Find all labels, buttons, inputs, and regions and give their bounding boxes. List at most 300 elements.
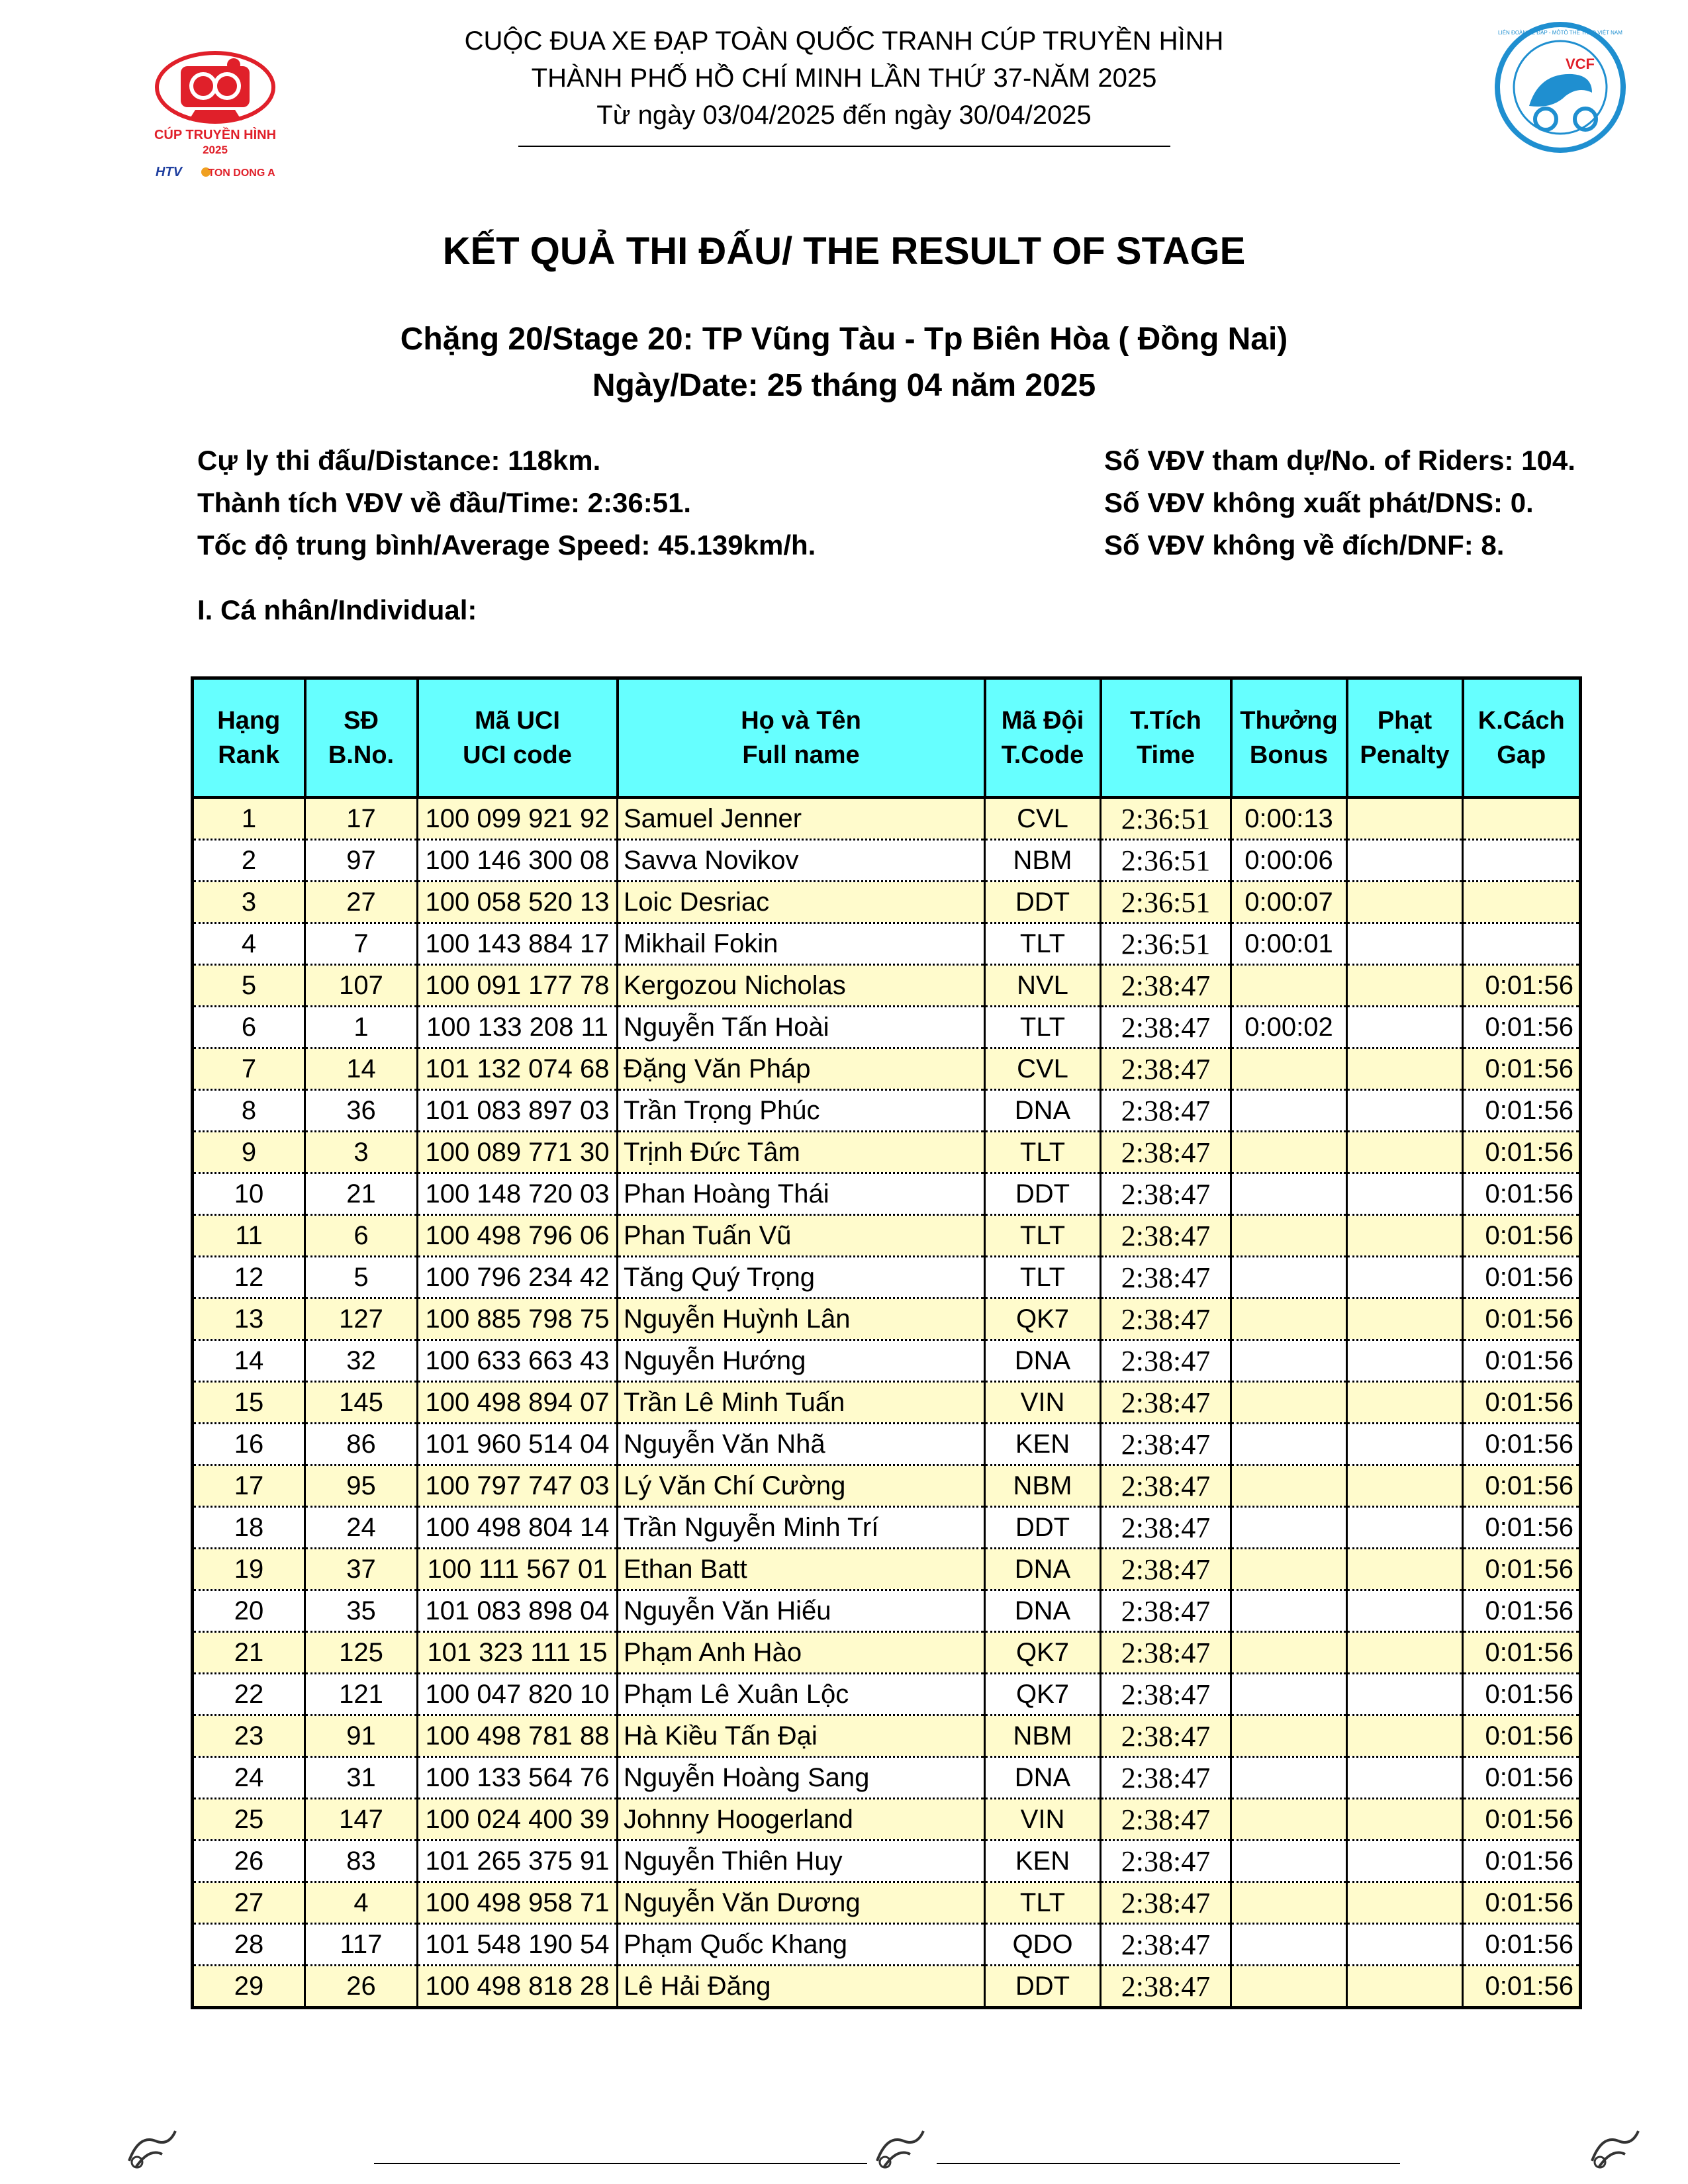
cell-bonus <box>1231 1507 1347 1549</box>
cell-bib: 1 <box>305 1007 418 1048</box>
cell-rank: 8 <box>193 1090 305 1132</box>
cell-full-name: Tăng Quý Trọng <box>618 1257 985 1298</box>
column-header-line: Rank <box>218 741 280 769</box>
column-header-line: Bonus <box>1249 741 1329 769</box>
column-header-line: Penalty <box>1360 741 1450 769</box>
footer-rule-left <box>374 2163 867 2164</box>
cell-team-code: QDO <box>985 1924 1101 1966</box>
cell-time: 2:36:51 <box>1101 882 1231 923</box>
cell-uci-code: 100 796 234 42 <box>418 1257 618 1298</box>
cell-full-name: Phạm Anh Hào <box>618 1632 985 1674</box>
table-row <box>193 1966 1581 2008</box>
column-header-line: Gap <box>1497 741 1546 769</box>
section-heading: I. Cá nhân/Individual: <box>197 594 477 625</box>
cell-time: 2:38:47 <box>1101 1340 1231 1382</box>
table-row <box>193 1715 1581 1757</box>
table-row <box>193 965 1581 1007</box>
cell-bib: 125 <box>305 1632 418 1674</box>
cell-team-code: TLT <box>985 1132 1101 1173</box>
cell-time: 2:38:47 <box>1101 1924 1231 1966</box>
table-row <box>193 1132 1581 1173</box>
cell-gap: 0:01:56 <box>1463 1257 1581 1298</box>
riders-count-text: Số VĐV tham dự/No. of Riders: 104. <box>1104 445 1575 476</box>
cell-full-name: Hà Kiều Tấn Đại <box>618 1715 985 1757</box>
cell-time: 2:38:47 <box>1101 1674 1231 1715</box>
cell-rank: 26 <box>193 1841 305 1882</box>
column-header-line: T.Tích <box>1130 707 1201 735</box>
table-row <box>193 1173 1581 1215</box>
cell-time: 2:38:47 <box>1101 1298 1231 1340</box>
cell-penalty <box>1347 840 1463 882</box>
cell-bib: 127 <box>305 1298 418 1340</box>
cell-gap: 0:01:56 <box>1463 1382 1581 1424</box>
cell-uci-code: 101 323 111 15 <box>418 1632 618 1674</box>
cell-penalty <box>1347 1966 1463 2008</box>
table-row <box>193 1757 1581 1799</box>
cell-uci-code: 100 089 771 30 <box>418 1132 618 1173</box>
table-row <box>193 1549 1581 1590</box>
cell-rank: 7 <box>193 1048 305 1090</box>
stage-route: Chặng 20/Stage 20: TP Vũng Tàu - Tp Biên Hòa ( Đồng Nai) <box>400 322 1288 357</box>
cell-uci-code: 100 633 663 43 <box>418 1340 618 1382</box>
cell-time: 2:38:47 <box>1101 1257 1231 1298</box>
cell-gap: 0:01:56 <box>1463 1715 1581 1757</box>
cell-penalty <box>1347 1590 1463 1632</box>
cell-bib: 4 <box>305 1882 418 1924</box>
column-header-team-code <box>985 678 1101 798</box>
cell-bonus: 0:00:07 <box>1231 882 1347 923</box>
cell-uci-code: 100 133 564 76 <box>418 1757 618 1799</box>
cell-bonus <box>1231 1799 1347 1841</box>
cell-penalty <box>1347 1382 1463 1424</box>
results-table <box>191 676 1582 2009</box>
cell-gap: 0:01:56 <box>1463 1882 1581 1924</box>
table-header-row <box>193 678 1581 798</box>
cell-gap: 0:01:56 <box>1463 1966 1581 2008</box>
race-stats-left <box>197 439 816 567</box>
cell-bonus <box>1231 1882 1347 1924</box>
cell-uci-code: 100 143 884 17 <box>418 923 618 965</box>
cell-uci-code: 101 960 514 04 <box>418 1424 618 1465</box>
logo-text-cup: CÚP TRUYỀN HÌNH <box>154 128 277 142</box>
table-row <box>193 1298 1581 1340</box>
cell-rank: 27 <box>193 1882 305 1924</box>
table-row <box>193 1048 1581 1090</box>
header-rule <box>518 146 1170 147</box>
cell-uci-code: 100 498 958 71 <box>418 1882 618 1924</box>
cell-uci-code: 100 146 300 08 <box>418 840 618 882</box>
cell-uci-code: 100 047 820 10 <box>418 1674 618 1715</box>
cell-bonus <box>1231 1549 1347 1590</box>
dnf-count-text: Số VĐV không về đích/DNF: 8. <box>1104 529 1505 561</box>
cell-bib: 6 <box>305 1215 418 1257</box>
header-line-2: THÀNH PHỐ HỒ CHÍ MINH LẦN THỨ 37-NĂM 2025 <box>531 64 1157 93</box>
cell-uci-code: 101 083 897 03 <box>418 1090 618 1132</box>
cell-rank: 22 <box>193 1674 305 1715</box>
cell-rank: 17 <box>193 1465 305 1507</box>
cell-rank: 12 <box>193 1257 305 1298</box>
table-row <box>193 1799 1581 1841</box>
cell-team-code: DNA <box>985 1757 1101 1799</box>
cell-bonus <box>1231 1715 1347 1757</box>
cell-bonus <box>1231 1590 1347 1632</box>
cell-rank: 1 <box>193 797 305 840</box>
stage-date: Ngày/Date: 25 tháng 04 năm 2025 <box>592 368 1096 403</box>
cell-uci-code: 100 797 747 03 <box>418 1465 618 1507</box>
cell-bib: 97 <box>305 840 418 882</box>
cell-team-code: TLT <box>985 923 1101 965</box>
column-header-uci-code <box>418 678 618 798</box>
cell-gap: 0:01:56 <box>1463 1215 1581 1257</box>
column-header-line: Time <box>1136 741 1195 769</box>
column-header-line: Thưởng <box>1240 707 1338 735</box>
cell-uci-code: 101 083 898 04 <box>418 1590 618 1632</box>
cell-rank: 5 <box>193 965 305 1007</box>
cell-penalty <box>1347 1674 1463 1715</box>
cell-full-name: Nguyễn Văn Dương <box>618 1882 985 1924</box>
cell-bonus <box>1231 1298 1347 1340</box>
cell-penalty <box>1347 1841 1463 1882</box>
cell-bonus <box>1231 1173 1347 1215</box>
cell-penalty <box>1347 1132 1463 1173</box>
dns-count-text: Số VĐV không xuất phát/DNS: 0. <box>1104 487 1534 518</box>
cell-bib: 21 <box>305 1173 418 1215</box>
cell-time: 2:38:47 <box>1101 1799 1231 1841</box>
cell-full-name: Lê Hải Đăng <box>618 1966 985 2008</box>
cell-bib: 27 <box>305 882 418 923</box>
cell-time: 2:38:47 <box>1101 1090 1231 1132</box>
table-row <box>193 1590 1581 1632</box>
cell-gap: 0:01:56 <box>1463 1048 1581 1090</box>
cell-bib: 107 <box>305 965 418 1007</box>
cell-rank: 18 <box>193 1507 305 1549</box>
cell-team-code: TLT <box>985 1215 1101 1257</box>
cell-bib: 36 <box>305 1090 418 1132</box>
cell-full-name: Phạm Lê Xuân Lộc <box>618 1674 985 1715</box>
table-row <box>193 1382 1581 1424</box>
table-row <box>193 1465 1581 1507</box>
cell-bonus: 0:00:13 <box>1231 797 1347 840</box>
cell-team-code: QK7 <box>985 1674 1101 1715</box>
cell-bib: 117 <box>305 1924 418 1966</box>
cell-bib: 26 <box>305 1966 418 2008</box>
cell-bonus <box>1231 1048 1347 1090</box>
cell-uci-code: 100 498 796 06 <box>418 1215 618 1257</box>
cell-gap: 0:01:56 <box>1463 1549 1581 1590</box>
table-row <box>193 882 1581 923</box>
column-header-penalty <box>1347 678 1463 798</box>
column-header-line: Hạng <box>217 707 281 735</box>
table-row <box>193 1674 1581 1715</box>
cell-bonus <box>1231 1924 1347 1966</box>
cell-rank: 2 <box>193 840 305 882</box>
cell-rank: 25 <box>193 1799 305 1841</box>
cell-rank: 23 <box>193 1715 305 1757</box>
cell-time: 2:38:47 <box>1101 1966 1231 2008</box>
cell-bib: 24 <box>305 1507 418 1549</box>
cell-team-code: NBM <box>985 840 1101 882</box>
cell-time: 2:38:47 <box>1101 1549 1231 1590</box>
cell-rank: 24 <box>193 1757 305 1799</box>
cell-penalty <box>1347 1799 1463 1841</box>
cell-penalty <box>1347 1632 1463 1674</box>
cell-uci-code: 101 132 074 68 <box>418 1048 618 1090</box>
cell-team-code: DDT <box>985 1966 1101 2008</box>
cell-rank: 29 <box>193 1966 305 2008</box>
cell-gap <box>1463 923 1581 965</box>
cell-bib: 145 <box>305 1382 418 1424</box>
cell-time: 2:38:47 <box>1101 1424 1231 1465</box>
cell-time: 2:38:47 <box>1101 1632 1231 1674</box>
cell-penalty <box>1347 1173 1463 1215</box>
cell-bib: 32 <box>305 1340 418 1382</box>
cell-rank: 19 <box>193 1549 305 1590</box>
cell-uci-code: 100 058 520 13 <box>418 882 618 923</box>
footer-cyclist-mark-icon <box>870 2121 930 2171</box>
cell-full-name: Nguyễn Văn Hiếu <box>618 1590 985 1632</box>
cell-team-code: CVL <box>985 1048 1101 1090</box>
cell-gap: 0:01:56 <box>1463 1173 1581 1215</box>
cell-rank: 13 <box>193 1298 305 1340</box>
cell-team-code: DDT <box>985 882 1101 923</box>
cell-gap: 0:01:56 <box>1463 1841 1581 1882</box>
cell-bib: 83 <box>305 1841 418 1882</box>
winner-time-text: Thành tích VĐV về đầu/Time: 2:36:51. <box>197 487 692 518</box>
table-row <box>193 1007 1581 1048</box>
cell-penalty <box>1347 1340 1463 1382</box>
table-row <box>193 797 1581 840</box>
cell-rank: 15 <box>193 1382 305 1424</box>
footer-rule-right <box>937 2163 1400 2164</box>
cell-time: 2:38:47 <box>1101 1465 1231 1507</box>
column-header-gap <box>1463 678 1581 798</box>
cell-bib: 14 <box>305 1048 418 1090</box>
cell-team-code: DNA <box>985 1090 1101 1132</box>
cell-uci-code: 100 133 208 11 <box>418 1007 618 1048</box>
cell-bonus <box>1231 1424 1347 1465</box>
cell-bib: 91 <box>305 1715 418 1757</box>
cell-time: 2:38:47 <box>1101 1507 1231 1549</box>
cell-rank: 3 <box>193 882 305 923</box>
cell-uci-code: 100 498 804 14 <box>418 1507 618 1549</box>
column-header-full-name <box>618 678 985 798</box>
cell-penalty <box>1347 1007 1463 1048</box>
cell-time: 2:36:51 <box>1101 797 1231 840</box>
cell-team-code: QK7 <box>985 1632 1101 1674</box>
cell-penalty <box>1347 797 1463 840</box>
cell-gap: 0:01:56 <box>1463 1424 1581 1465</box>
cell-bib: 7 <box>305 923 418 965</box>
average-speed-text: Tốc độ trung bình/Average Speed: 45.139km/h. <box>197 529 816 561</box>
cell-gap <box>1463 840 1581 882</box>
cell-time: 2:38:47 <box>1101 965 1231 1007</box>
header-line-3: Từ ngày 03/04/2025 đến ngày 30/04/2025 <box>596 101 1092 130</box>
cell-time: 2:36:51 <box>1101 923 1231 965</box>
cell-team-code: DDT <box>985 1173 1101 1215</box>
vcf-ring-text: LIÊN ĐOÀN XE ĐẠP - MÔTÔ THỂ THAO VIỆT NAM <box>1498 30 1622 36</box>
cell-full-name: Ethan Batt <box>618 1549 985 1590</box>
cell-team-code: KEN <box>985 1841 1101 1882</box>
cell-rank: 4 <box>193 923 305 965</box>
cell-full-name: Trần Trọng Phúc <box>618 1090 985 1132</box>
table-row <box>193 840 1581 882</box>
cell-uci-code: 100 148 720 03 <box>418 1173 618 1215</box>
column-header-line: SĐ <box>344 707 379 735</box>
cell-gap: 0:01:56 <box>1463 1632 1581 1674</box>
cell-bonus <box>1231 1966 1347 2008</box>
cell-penalty <box>1347 1465 1463 1507</box>
cell-penalty <box>1347 965 1463 1007</box>
cell-team-code: DNA <box>985 1590 1101 1632</box>
cell-rank: 9 <box>193 1132 305 1173</box>
cell-full-name: Nguyễn Huỳnh Lân <box>618 1298 985 1340</box>
cell-penalty <box>1347 1507 1463 1549</box>
cell-bib: 95 <box>305 1465 418 1507</box>
cell-gap: 0:01:56 <box>1463 1298 1581 1340</box>
cell-team-code: DNA <box>985 1340 1101 1382</box>
cell-penalty <box>1347 1715 1463 1757</box>
cell-time: 2:38:47 <box>1101 1132 1231 1173</box>
cell-uci-code: 100 024 400 39 <box>418 1799 618 1841</box>
cell-gap: 0:01:56 <box>1463 1757 1581 1799</box>
cell-full-name: Nguyễn Tấn Hoài <box>618 1007 985 1048</box>
cell-gap: 0:01:56 <box>1463 1132 1581 1173</box>
cell-penalty <box>1347 1549 1463 1590</box>
cell-gap <box>1463 882 1581 923</box>
cell-bonus <box>1231 1132 1347 1173</box>
cell-gap: 0:01:56 <box>1463 1340 1581 1382</box>
cell-penalty <box>1347 923 1463 965</box>
cell-full-name: Lý Văn Chí Cường <box>618 1465 985 1507</box>
cell-bonus <box>1231 1674 1347 1715</box>
logo-text-htv: HTV <box>156 165 182 179</box>
column-header-line: Mã UCI <box>475 707 560 735</box>
cell-gap: 0:01:56 <box>1463 1590 1581 1632</box>
cell-full-name: Savva Novikov <box>618 840 985 882</box>
cell-team-code: CVL <box>985 797 1101 840</box>
cell-bib: 121 <box>305 1674 418 1715</box>
cell-full-name: Trịnh Đức Tâm <box>618 1132 985 1173</box>
table-row <box>193 1924 1581 1966</box>
cell-penalty <box>1347 882 1463 923</box>
cell-time: 2:38:47 <box>1101 1590 1231 1632</box>
cell-full-name: Nguyễn Văn Nhã <box>618 1424 985 1465</box>
table-row <box>193 1424 1581 1465</box>
cell-full-name: Nguyễn Hướng <box>618 1340 985 1382</box>
cell-uci-code: 101 265 375 91 <box>418 1841 618 1882</box>
cell-gap: 0:01:56 <box>1463 1674 1581 1715</box>
results-body <box>193 797 1581 2008</box>
distance-text: Cự ly thi đấu/Distance: 118km. <box>197 445 601 476</box>
cell-bonus <box>1231 1632 1347 1674</box>
cell-team-code: NBM <box>985 1715 1101 1757</box>
cell-full-name: Đặng Văn Pháp <box>618 1048 985 1090</box>
cell-full-name: Phạm Quốc Khang <box>618 1924 985 1966</box>
table-row <box>193 923 1581 965</box>
cell-team-code: QK7 <box>985 1298 1101 1340</box>
document-header <box>0 23 1688 147</box>
vcf-text: VCF <box>1566 56 1595 72</box>
cell-bonus <box>1231 1090 1347 1132</box>
cell-bonus: 0:00:06 <box>1231 840 1347 882</box>
cell-full-name: Nguyễn Thiên Huy <box>618 1841 985 1882</box>
race-stats-right <box>1104 439 1575 567</box>
column-header-line: Họ và Tên <box>741 707 861 735</box>
cell-penalty <box>1347 1924 1463 1966</box>
cell-bib: 31 <box>305 1757 418 1799</box>
cell-bonus <box>1231 1841 1347 1882</box>
table-row <box>193 1882 1581 1924</box>
cell-bib: 86 <box>305 1424 418 1465</box>
cell-uci-code: 101 548 190 54 <box>418 1924 618 1966</box>
cell-team-code: DNA <box>985 1549 1101 1590</box>
cell-bib: 3 <box>305 1132 418 1173</box>
cell-bonus <box>1231 1465 1347 1507</box>
cell-full-name: Nguyễn Hoàng Sang <box>618 1757 985 1799</box>
cell-penalty <box>1347 1757 1463 1799</box>
column-header-rank <box>193 678 305 798</box>
cell-penalty <box>1347 1215 1463 1257</box>
cell-full-name: Phan Hoàng Thái <box>618 1173 985 1215</box>
cell-team-code: KEN <box>985 1424 1101 1465</box>
table-row <box>193 1215 1581 1257</box>
cell-rank: 16 <box>193 1424 305 1465</box>
cell-time: 2:38:47 <box>1101 1715 1231 1757</box>
column-header-line: Phạt <box>1377 707 1432 735</box>
cell-uci-code: 100 498 894 07 <box>418 1382 618 1424</box>
cell-full-name: Trần Lê Minh Tuấn <box>618 1382 985 1424</box>
table-row <box>193 1090 1581 1132</box>
cell-bib: 5 <box>305 1257 418 1298</box>
cell-gap: 0:01:56 <box>1463 1924 1581 1966</box>
cell-gap: 0:01:56 <box>1463 965 1581 1007</box>
cell-bib: 17 <box>305 797 418 840</box>
cell-time: 2:38:47 <box>1101 1882 1231 1924</box>
cell-time: 2:38:47 <box>1101 1173 1231 1215</box>
cell-bonus <box>1231 1257 1347 1298</box>
cell-time: 2:38:47 <box>1101 1215 1231 1257</box>
cell-penalty <box>1347 1298 1463 1340</box>
cell-uci-code: 100 111 567 01 <box>418 1549 618 1590</box>
cell-full-name: Phan Tuấn Vũ <box>618 1215 985 1257</box>
column-header-time <box>1101 678 1231 798</box>
cell-team-code: TLT <box>985 1007 1101 1048</box>
table-row <box>193 1507 1581 1549</box>
cell-bonus: 0:00:01 <box>1231 923 1347 965</box>
column-header-line: T.Code <box>1001 741 1084 769</box>
cell-bib: 37 <box>305 1549 418 1590</box>
cell-bonus <box>1231 1215 1347 1257</box>
cell-gap <box>1463 797 1581 840</box>
cell-full-name: Kergozou Nicholas <box>618 965 985 1007</box>
cell-time: 2:38:47 <box>1101 1048 1231 1090</box>
page-title: KẾT QUẢ THI ĐẤU/ THE RESULT OF STAGE <box>442 230 1246 273</box>
cell-bonus <box>1231 1382 1347 1424</box>
cell-uci-code: 100 498 781 88 <box>418 1715 618 1757</box>
cell-penalty <box>1347 1257 1463 1298</box>
cell-rank: 6 <box>193 1007 305 1048</box>
cell-bonus <box>1231 965 1347 1007</box>
cell-team-code: DDT <box>985 1507 1101 1549</box>
logo-text-year: 2025 <box>203 144 228 156</box>
footer-cyclist-mark-icon <box>122 2121 182 2171</box>
cell-bonus <box>1231 1340 1347 1382</box>
cell-penalty <box>1347 1090 1463 1132</box>
cell-penalty <box>1347 1424 1463 1465</box>
cell-time: 2:38:47 <box>1101 1382 1231 1424</box>
table-row <box>193 1632 1581 1674</box>
cell-full-name: Loic Desriac <box>618 882 985 923</box>
